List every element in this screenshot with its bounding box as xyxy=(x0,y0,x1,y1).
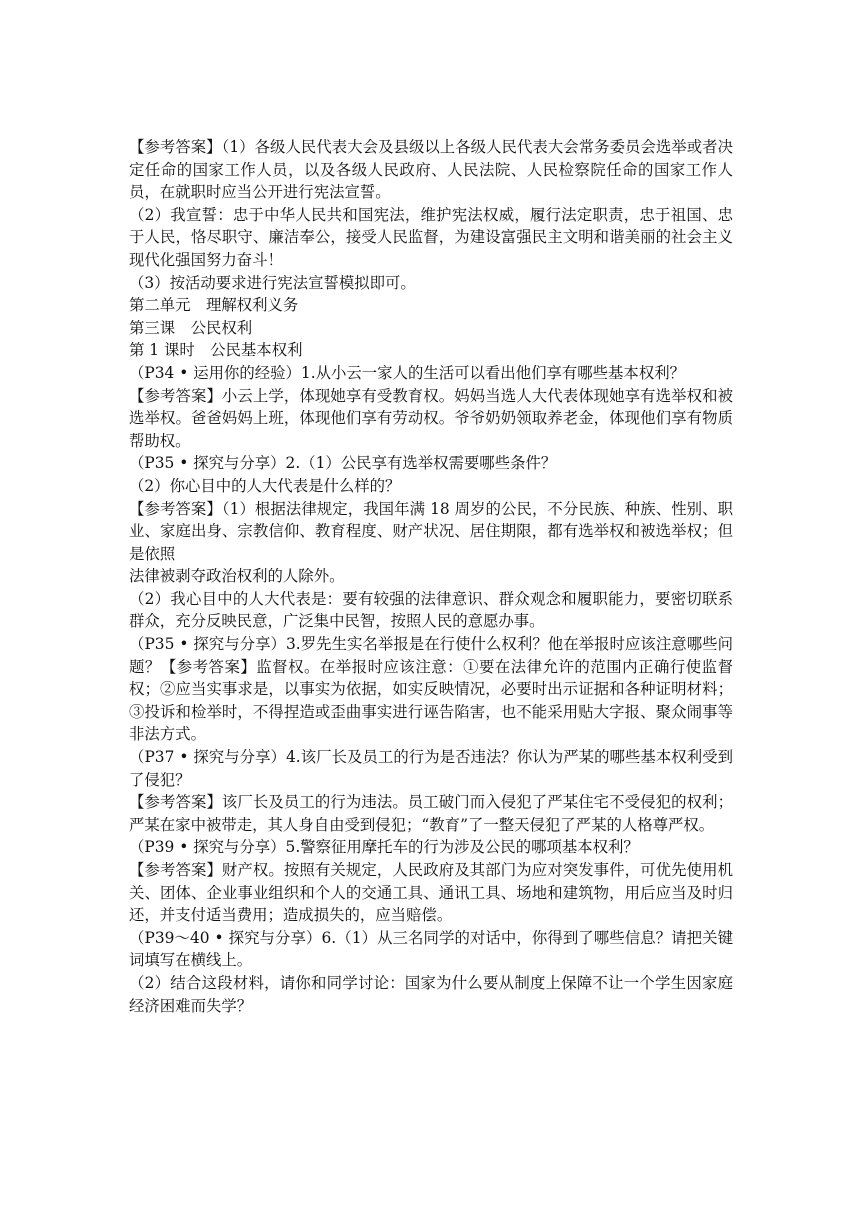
answer-paragraph: （2）我宣誓：忠于中华人民共和国宪法，维护宪法权威，履行法定职责，忠于祖国、忠于人民，恪尽职守、廉洁奉公，接受人民监督，为建设富强民主文明和谐美丽的社会主义现代化强国努力奋斗！ xyxy=(129,205,733,269)
lesson-heading: 第三课 公民权利 xyxy=(129,318,253,337)
question-paragraph: （P35 • 探究与分享）2.（1）公民享有选举权需要哪些条件？ xyxy=(129,454,557,473)
question-paragraph: （P37 • 探究与分享）4.该厂长及员工的行为是否违法？你认为严某的哪些基本权利受到了侵犯？ xyxy=(129,748,733,789)
question-paragraph: （2）你心目中的人大代表是什么样的？ xyxy=(129,476,401,495)
answer-paragraph: 【参考答案】财产权。按照有关规定，人民政府及其部门为应对突发事件，可优先使用机关、团体、企业事业组织和个人的交通工具、通讯工具、场地和建筑物，用后应当及时归还，并支付适当费用；造成损失的，应当赔偿。 xyxy=(129,861,733,925)
question-answer-paragraph: （P35 • 探究与分享）3.罗先生实名举报是在行使什么权利？他在举报时应该注意哪些问题？【参考答案】监督权。在举报时应该注意：①要在法律允许的范围内正确行使监督权；②应当实事求是，以事实为依据，如实反映情况，必要时出示证据和各种证明材料；③投诉和检举时，不得捏造或歪曲事实进行诬告陷害，也不能采用贴大字报、聚众闹事等非法方式。 xyxy=(129,635,733,744)
answer-paragraph: （3）按活动要求进行宪法宣誓模拟即可。 xyxy=(129,273,416,292)
question-paragraph: （P34 • 运用你的经验）1.从小云一家人的生活可以看出他们享有哪些基本权利？ xyxy=(129,363,685,382)
unit-heading: 第二单元 理解权利义务 xyxy=(129,296,299,315)
answer-paragraph: 【参考答案】该厂长及员工的行为违法。员工破门而入侵犯了严某住宅不受侵犯的权利；严某在家中被带走，其人身自由受到侵犯；“教育”了一整天侵犯了严某的人格尊严权。 xyxy=(129,793,733,834)
answer-paragraph: 法律被剥夺政治权利的人除外。 xyxy=(129,567,345,586)
document-page xyxy=(129,136,733,1017)
answer-paragraph: 【参考答案】小云上学，体现她享有受教育权。妈妈当选人大代表体现她享有选举权和被选举权。爸爸妈妈上班，体现他们享有劳动权。爷爷奶奶领取养老金，体现他们享有物质帮助权。 xyxy=(129,386,733,450)
period-heading: 第 1 课时 公民基本权利 xyxy=(129,341,303,360)
answer-paragraph: 【参考答案】（1）根据法律规定，我国年满 18 周岁的公民，不分民族、种族、性别、职业、家庭出身、宗教信仰、教育程度、财产状况、居住期限，都有选举权和被选举权；但是依照 xyxy=(129,499,733,563)
question-paragraph: （P39～40 • 探究与分享）6.（1）从三名同学的对话中，你得到了哪些信息？请把关键词填写在横线上。 xyxy=(129,928,733,970)
question-paragraph: （2）结合这段材料，请你和同学讨论：国家为什么要从制度上保障不让一个学生因家庭经济困难而失学？ xyxy=(129,973,733,1015)
answer-paragraph: 【参考答案】（1）各级人民代表大会及县级以上各级人民代表大会常务委员会选举或者决定任命的国家工作人员，以及各级人民政府、人民法院、人民检察院任命的国家工作人员，在就职时应当公开进行宪法宣誓。 xyxy=(129,138,733,202)
question-paragraph: （P39 • 探究与分享）5.警察征用摩托车的行为涉及公民的哪项基本权利？ xyxy=(129,838,639,857)
answer-paragraph: （2）我心目中的人大代表是：要有较强的法律意识、群众观念和履职能力，要密切联系群众，充分反映民意，广泛集中民智，按照人民的意愿办事。 xyxy=(129,589,733,631)
